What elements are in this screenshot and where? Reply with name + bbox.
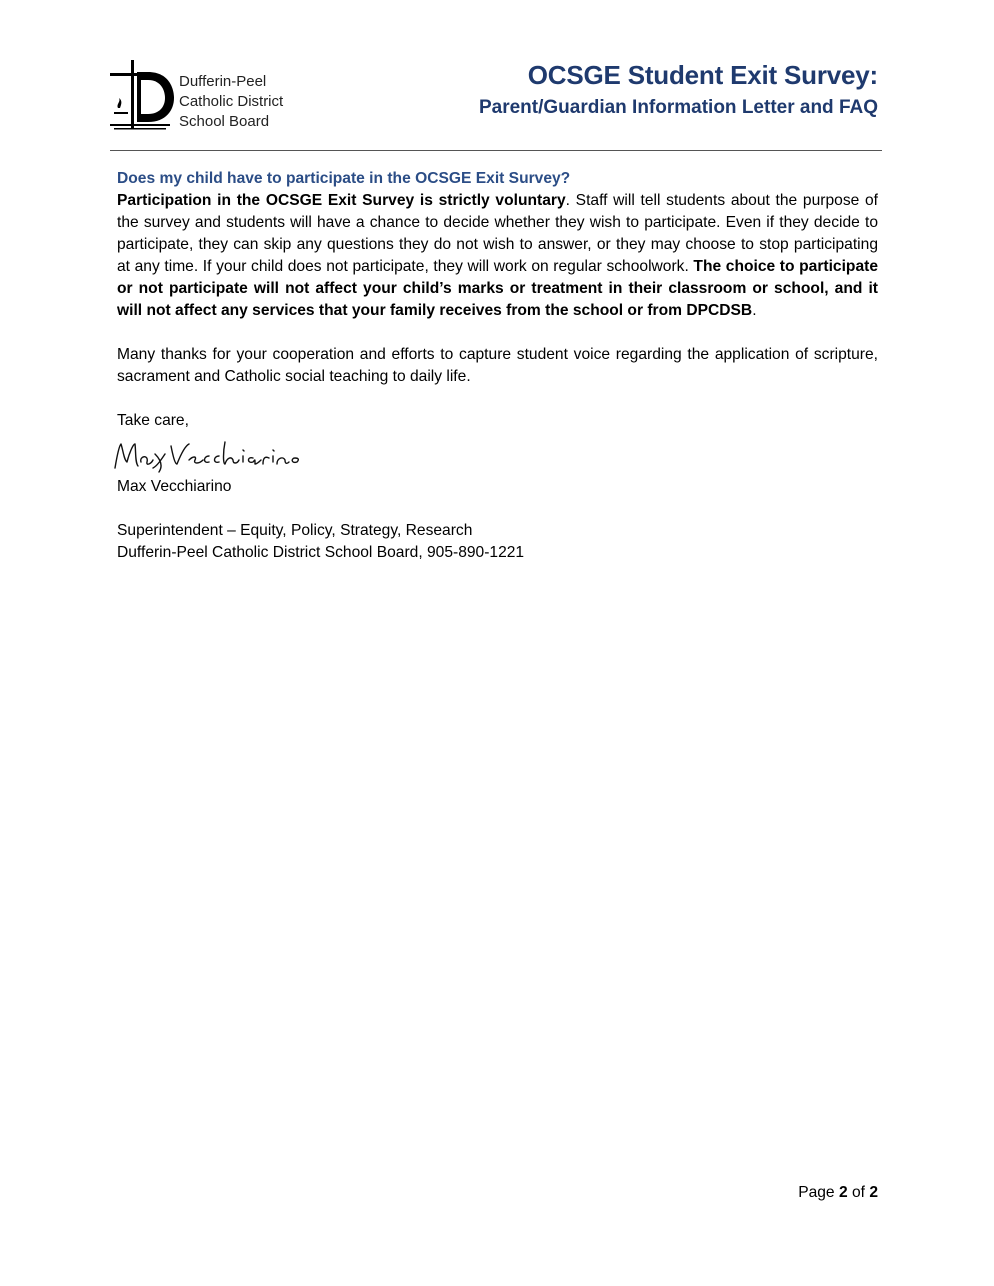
no-impact-statement: The choice to participate or not participate will not affect your child’s marks or treatment in their classroom or school, and it will not affect any services that your family receives from the school or from DPCDSB xyxy=(117,258,878,319)
logo-line-3: School Board xyxy=(179,113,270,130)
page-subtitle: Parent/Guardian Information Letter and FAQ xyxy=(478,97,878,118)
handwritten-signature xyxy=(111,432,878,476)
closing-line: Take care, xyxy=(117,412,189,429)
page-prefix: Page xyxy=(798,1184,839,1201)
church-cross-logo-icon xyxy=(108,58,178,134)
paragraph-end: . xyxy=(752,302,757,319)
page-title: OCSGE Student Exit Survey: xyxy=(527,60,878,90)
logo-wordmark xyxy=(179,72,283,132)
voluntary-statement: Participation in the OCSGE Exit Survey is strictly voluntary xyxy=(117,192,566,209)
faq-question: Does my child have to participate in the OCSGE Exit Survey? xyxy=(117,170,571,187)
signer-title: Superintendent – Equity, Policy, Strategy, Research xyxy=(117,522,473,539)
logo-line-1: Dufferin-Peel xyxy=(179,73,267,90)
letter-body xyxy=(117,168,878,564)
participation-details: . Staff will tell students about the purpose of the survey and students will have a chance to decide whether they wish to participate. Even if they decide to participate, they can skip any questions they do not wish to answer, or they may choose to stop participating at any time. If your child does not participate, they will work on regular schoolwork. xyxy=(117,192,878,275)
header-divider xyxy=(110,150,882,151)
thanks-paragraph: Many thanks for your cooperation and efforts to capture student voice regarding the application of scripture, sacrament and Catholic social teaching to daily life. xyxy=(117,346,878,385)
logo-line-2: Catholic District xyxy=(179,93,284,110)
page-total: 2 xyxy=(869,1184,878,1201)
signer-name: Max Vecchiarino xyxy=(117,478,232,495)
page-current: 2 xyxy=(838,1184,848,1201)
signer-organization: Dufferin-Peel Catholic District School Board, 905-890-1221 xyxy=(117,544,525,561)
school-board-logo xyxy=(108,58,298,134)
page-number xyxy=(798,1184,878,1202)
participation-paragraph xyxy=(117,190,878,322)
page-separator: of xyxy=(847,1184,870,1201)
